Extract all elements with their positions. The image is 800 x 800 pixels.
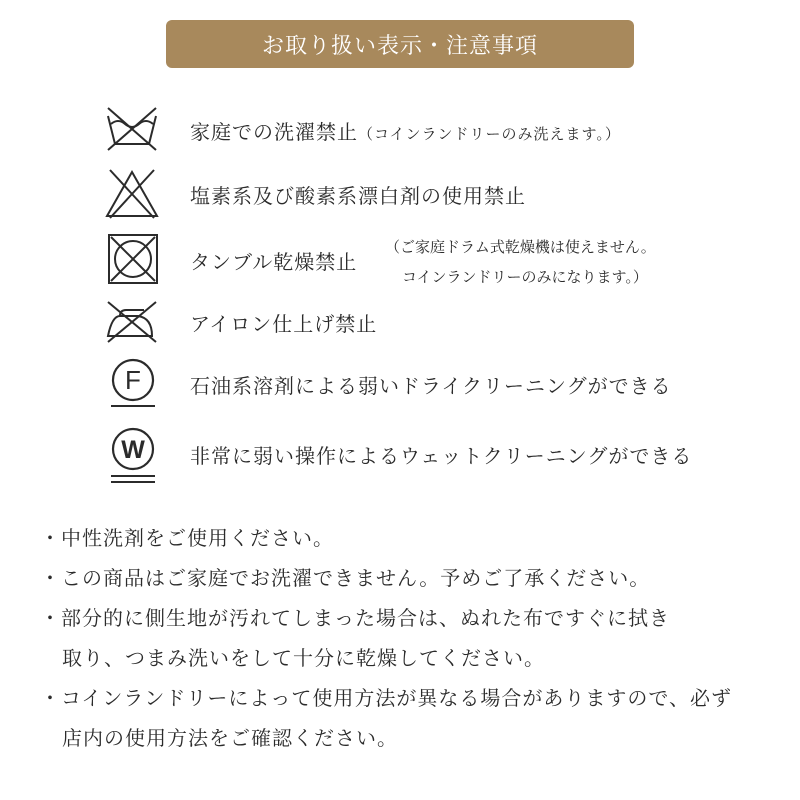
care-text: タンブル乾燥禁止 [190,250,358,274]
care-note: （コインランドリーのみ洗えます。） [358,125,621,143]
no-home-wash-icon [102,104,162,154]
care-item-no-tumble-dry [0,232,800,292]
note-line: ・この商品はご家庭でお洗濯できません。予めご了承ください。 [40,566,651,590]
care-text: 石油系溶剤による弱いドライクリーニングができる [190,374,672,398]
no-iron-icon [102,298,162,344]
care-item-no-bleach [0,166,800,222]
title-banner [166,20,634,68]
svg-text:F: F [125,365,141,395]
care-text: アイロン仕上げ禁止 [190,312,378,336]
no-bleach-icon [102,166,162,222]
care-item-no-iron [0,298,800,344]
note-line: ・中性洗剤をご使用ください。 [40,526,334,550]
care-item-wet-clean [0,424,800,488]
care-item-dry-clean [0,356,800,412]
note-line: 取り、つまみ洗いをして十分に乾燥してください。 [62,646,545,670]
care-item-no-home-wash [0,104,800,156]
care-text: 家庭での洗濯禁止（コインランドリーのみ洗えます。） [190,120,621,144]
care-text: 非常に弱い操作によるウェットクリーニングができる [190,444,693,468]
note-line: ・部分的に側生地が汚れてしまった場合は、ぬれた布ですぐに拭き [40,606,670,630]
care-text: 塩素系及び酸素系漂白剤の使用禁止 [190,184,526,208]
wet-clean-w-icon [102,424,162,488]
note-line: 店内の使用方法をご確認ください。 [62,726,398,750]
dry-clean-f-icon [102,356,162,412]
svg-text:W: W [121,436,145,464]
no-tumble-dry-icon [102,232,162,288]
note-line: ・コインランドリーによって使用方法が異なる場合がありますので、必ず [40,686,732,710]
care-note: （ご家庭ドラム式乾燥機は使えません。 コインランドリーのみになります。） [385,238,656,286]
page-title: お取り扱い表示・注意事項 [261,33,538,59]
notes-list [40,518,770,758]
